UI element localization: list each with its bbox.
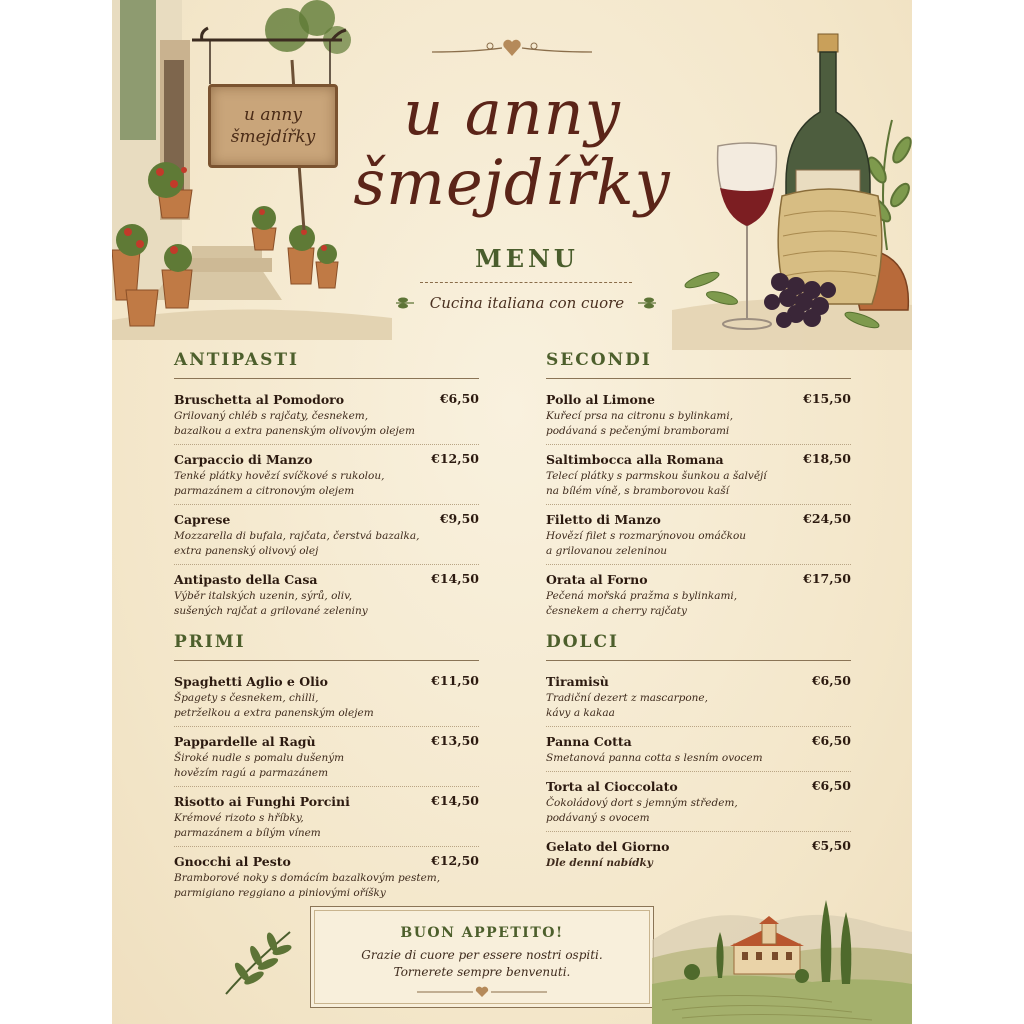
wine-illustration-icon: [662, 20, 912, 360]
item-name: Spaghetti Aglio e Olio: [174, 674, 328, 689]
item-name: Gelato del Giorno: [546, 839, 670, 854]
olive-branch-icon: [220, 926, 296, 998]
restaurant-name-line1: u anny: [403, 76, 621, 149]
item-name: Bruschetta al Pomodoro: [174, 392, 345, 407]
item-price: €13,50: [431, 733, 479, 748]
item-name: Pollo al Limone: [546, 392, 655, 407]
section-antipasti: [174, 350, 479, 624]
item-name: Carpaccio di Manzo: [174, 452, 313, 467]
menu-item: [174, 505, 479, 565]
item-desc-line1: Grilovaný chléb s rajčaty, česnekem,: [174, 410, 369, 422]
item-desc-line1: Tradiční dezert z mascarpone,: [546, 692, 708, 704]
menu-label: MENU: [475, 244, 579, 273]
heart-flourish-icon: [432, 36, 592, 60]
item-price: €15,50: [803, 391, 851, 406]
item-name: Torta al Cioccolato: [546, 779, 678, 794]
sign-line1: u anny: [244, 105, 302, 125]
section-title: PRIMI: [174, 632, 479, 661]
item-desc-line1: Krémové rizoto s hříbky,: [174, 812, 304, 824]
item-price: €6,50: [811, 778, 851, 793]
villa-landscape-icon: [652, 892, 912, 1024]
tagline: Cucina italiana con cuore: [429, 294, 625, 312]
menu-item: [174, 667, 479, 727]
hanging-sign: [208, 84, 338, 168]
menu-item: [174, 445, 479, 505]
item-desc-line2: podávaná s pečenými bramborami: [546, 425, 730, 437]
menu-page: [112, 0, 912, 1024]
item-price: €12,50: [431, 451, 479, 466]
item-desc-line1: Smetanová panna cotta s lesním ovocem: [546, 752, 763, 764]
heart-flourish-icon: [417, 985, 547, 999]
menu-item: [174, 847, 479, 906]
item-desc-line2: česnekem a cherry rajčaty: [546, 605, 687, 617]
item-price: €14,50: [431, 571, 479, 586]
item-desc-line2: hovězím ragú a parmazánem: [174, 767, 329, 779]
item-desc-line1: Telecí plátky s parmskou šunkou a šalvějí: [546, 470, 767, 482]
footer-title: BUON APPETITO!: [400, 925, 564, 941]
item-desc-line2: extra panenský olivový olej: [174, 545, 319, 557]
menu-item: [546, 385, 851, 445]
item-price: €14,50: [431, 793, 479, 808]
item-desc-line1: Dle denní nabídky: [546, 857, 653, 869]
item-price: €6,50: [811, 673, 851, 688]
item-price: €12,50: [431, 853, 479, 868]
item-desc-line2: bazalkou a extra panenským olivovým olejem: [174, 425, 415, 437]
item-desc-line2: a grilovanou zeleninou: [546, 545, 668, 557]
item-desc-line1: Výběr italských uzenin, sýrů, oliv,: [174, 590, 353, 602]
section-title: SECONDI: [546, 350, 851, 379]
item-name: Orata al Forno: [546, 572, 648, 587]
section-primi: [174, 632, 479, 906]
menu-item: [174, 787, 479, 847]
item-price: €9,50: [439, 511, 479, 526]
item-desc-line1: Široké nudle s pomalu dušeným: [174, 752, 345, 764]
menu-item: [546, 772, 851, 832]
menu-item: [546, 505, 851, 565]
item-desc-line1: Mozzarella di bufala, rajčata, čerstvá bazalka,: [174, 530, 420, 542]
restaurant-title: [342, 78, 682, 218]
item-desc-line1: Hovězí filet s rozmarýnovou omáčkou: [546, 530, 747, 542]
item-price: €5,50: [811, 838, 851, 853]
item-price: €18,50: [803, 451, 851, 466]
item-name: Risotto ai Funghi Porcini: [174, 794, 350, 809]
item-desc-line1: Bramborové noky s domácím bazalkovým pestem,: [174, 872, 441, 884]
section-dolci: [546, 632, 851, 876]
restaurant-name-line2: šmejdířky: [353, 146, 671, 219]
item-desc-line2: petrželkou a extra panenským olejem: [174, 707, 374, 719]
item-name: Caprese: [174, 512, 231, 527]
sign-line2: šmejdířky: [230, 127, 316, 147]
item-desc-line1: Čokoládový dort s jemným středem,: [546, 797, 738, 809]
section-title: DOLCI: [546, 632, 851, 661]
item-price: €11,50: [431, 673, 479, 688]
item-desc-line2: kávy a kakaa: [546, 707, 615, 719]
menu-item: [174, 385, 479, 445]
footer-line2: Tornerete sempre benvenuti.: [393, 965, 571, 979]
item-name: Panna Cotta: [546, 734, 632, 749]
item-desc-line2: sušených rajčat a grilované zeleniny: [174, 605, 368, 617]
item-price: €24,50: [803, 511, 851, 526]
footer-box: [310, 906, 654, 1008]
item-name: Antipasto della Casa: [174, 572, 318, 587]
item-desc-line2: parmigiano reggiano a piniovými oříšky: [174, 887, 386, 899]
item-desc-line1: Kuřecí prsa na citronu s bylinkami,: [546, 410, 734, 422]
item-name: Pappardelle al Ragù: [174, 734, 316, 749]
item-desc-line2: podávaný s ovocem: [546, 812, 650, 824]
item-name: Tiramisù: [546, 674, 609, 689]
item-desc-line2: na bílém víně, s bramborovou kaší: [546, 485, 730, 497]
menu-item: [546, 832, 851, 876]
item-price: €17,50: [803, 571, 851, 586]
footer-line1: Grazie di cuore per essere nostri ospiti.: [361, 948, 603, 962]
item-price: €6,50: [439, 391, 479, 406]
menu-divider: [420, 282, 632, 283]
item-desc-line1: Pečená mořská pražma s bylinkami,: [546, 590, 738, 602]
menu-item: [174, 565, 479, 624]
item-name: Filetto di Manzo: [546, 512, 661, 527]
item-desc-line1: Tenké plátky hovězí svíčkové s rukolou,: [174, 470, 385, 482]
item-name: Gnocchi al Pesto: [174, 854, 291, 869]
section-title: ANTIPASTI: [174, 350, 479, 379]
item-desc-line2: parmazánem a bílým vínem: [174, 827, 321, 839]
section-secondi: [546, 350, 851, 624]
leaf-sprig-icon: [636, 296, 658, 310]
menu-item: [546, 667, 851, 727]
item-desc-line2: parmazánem a citronovým olejem: [174, 485, 355, 497]
item-name: Saltimbocca alla Romana: [546, 452, 724, 467]
menu-item: [546, 727, 851, 772]
menu-item: [546, 445, 851, 505]
menu-item: [546, 565, 851, 624]
item-price: €6,50: [811, 733, 851, 748]
item-desc-line1: Špagety s česnekem, chilli,: [174, 692, 319, 704]
menu-item: [174, 727, 479, 787]
